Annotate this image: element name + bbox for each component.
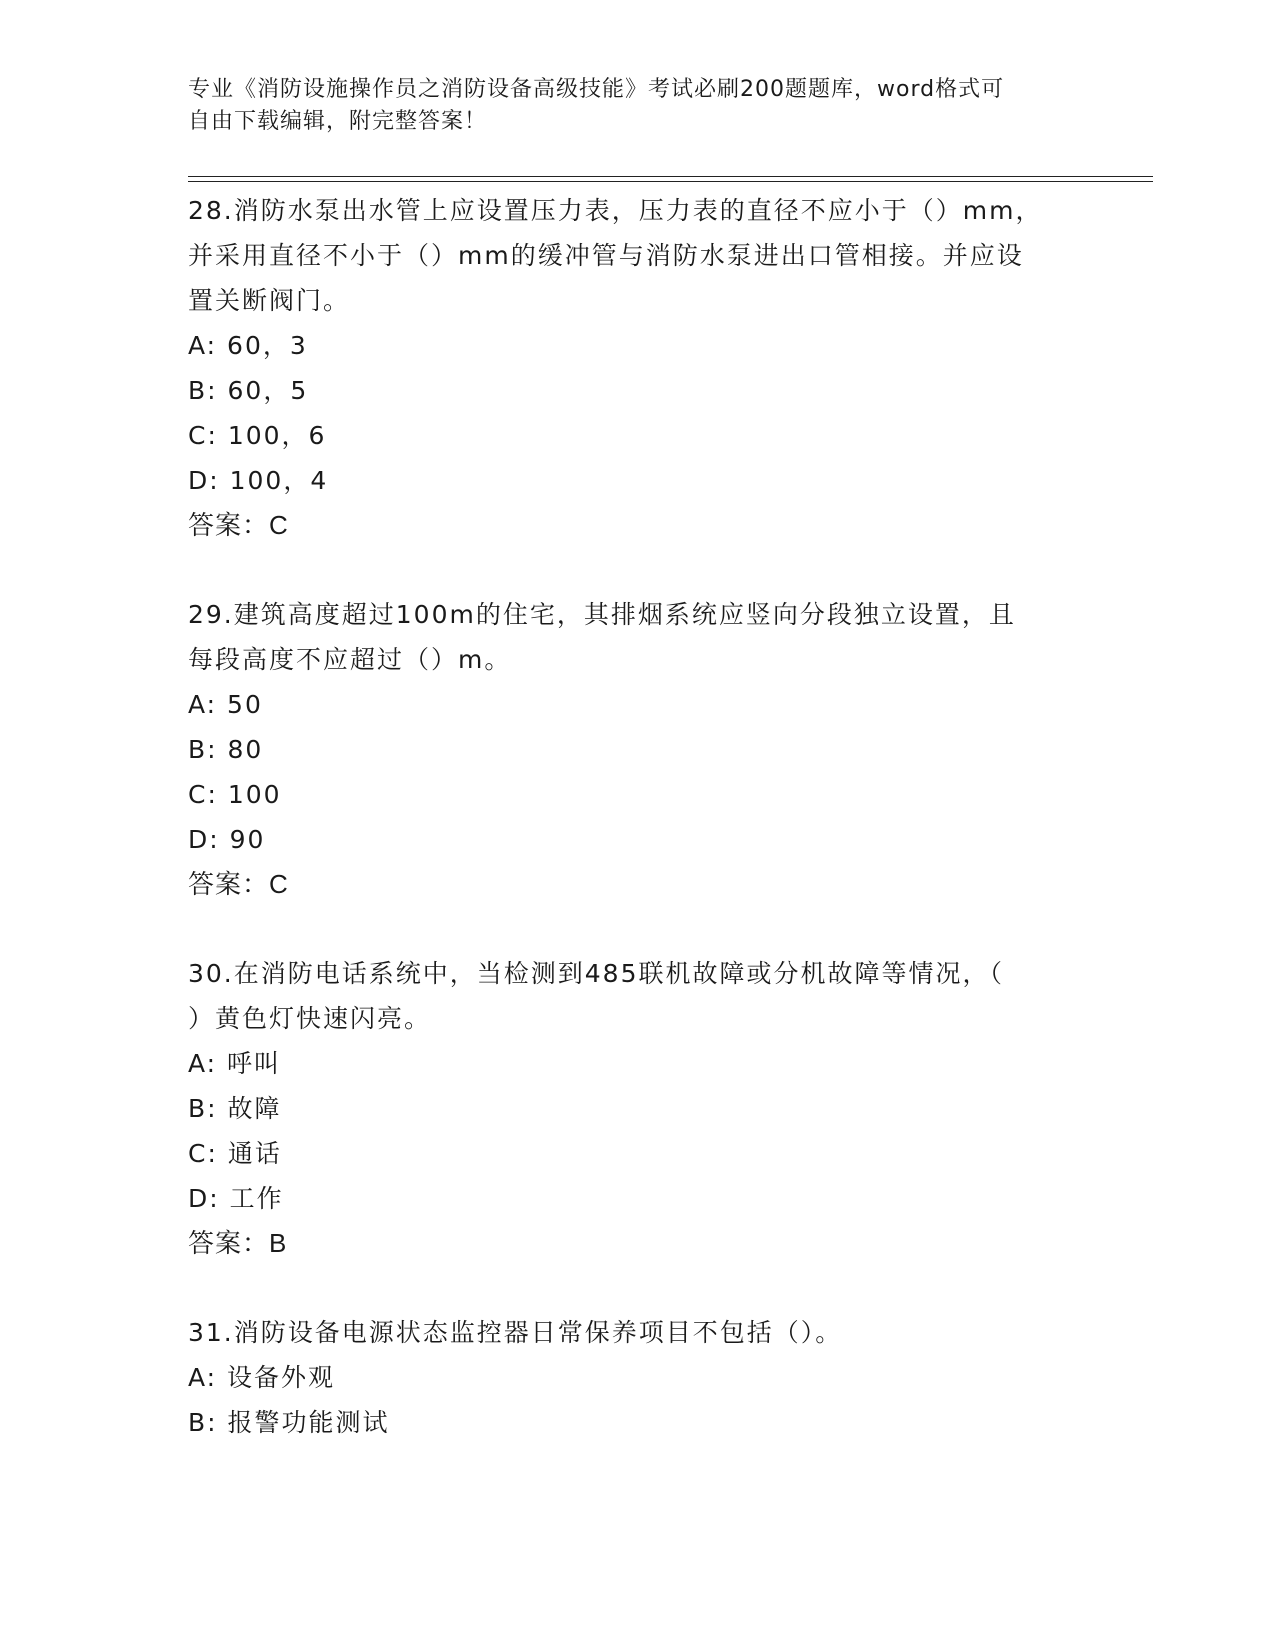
question-text — [188, 188, 1068, 323]
answer-key: 答案：B — [188, 1228, 288, 1258]
answer-option: D: 100，4 — [188, 466, 329, 495]
question-text-line: 29.建筑高度超过100m的住宅，其排烟系统应竖向分段独立设置，且 — [188, 600, 1016, 629]
document-header — [188, 74, 1068, 138]
answer-option: C: 100 — [188, 780, 282, 809]
header-divider-top — [188, 176, 1153, 177]
answer-option: A: 60，3 — [188, 331, 308, 360]
question-text-line: 置关断阀门。 — [188, 286, 351, 315]
question-list — [188, 188, 1068, 1489]
question-text-line: 并采用直径不小于（）mm的缓冲管与消防水泵进出口管相接。并应设 — [188, 241, 1024, 270]
header-divider-bottom — [188, 181, 1153, 182]
answer-option: B: 报警功能测试 — [188, 1408, 390, 1437]
answer-option: C: 100，6 — [188, 421, 327, 450]
answer-option: D: 工作 — [188, 1184, 284, 1213]
question-text — [188, 592, 1068, 682]
answer-option: A: 设备外观 — [188, 1363, 336, 1392]
question-text-line: ）黄色灯快速闪亮。 — [188, 1004, 432, 1033]
header-line-1: 专业《消防设施操作员之消防设备高级技能》考试必刷200题题库，word格式可 — [188, 77, 1005, 102]
question-block — [188, 951, 1068, 1266]
answer-key: 答案：C — [188, 510, 289, 540]
question-block — [188, 592, 1068, 907]
question-text — [188, 951, 1068, 1041]
answer-option: C: 通话 — [188, 1139, 282, 1168]
question-text-line: 30.在消防电话系统中，当检测到485联机故障或分机故障等情况，（ — [188, 959, 1004, 988]
question-text-line: 每段高度不应超过（）m。 — [188, 645, 512, 674]
question-text-line: 28.消防水泵出水管上应设置压力表，压力表的直径不应小于（）mm， — [188, 196, 1043, 225]
question-block — [188, 188, 1068, 548]
answer-key: 答案：C — [188, 869, 289, 899]
question-text — [188, 1310, 1068, 1355]
question-block — [188, 1310, 1068, 1445]
answer-option: D: 90 — [188, 825, 266, 854]
answer-option: A: 呼叫 — [188, 1049, 282, 1078]
answer-option: A: 50 — [188, 690, 263, 719]
question-text-line: 31.消防设备电源状态监控器日常保养项目不包括（）。 — [188, 1318, 843, 1347]
answer-option: B: 80 — [188, 735, 264, 764]
answer-option: B: 故障 — [188, 1094, 282, 1123]
answer-option: B: 60，5 — [188, 376, 309, 405]
header-line-2: 自由下载编辑，附完整答案！ — [188, 109, 488, 134]
